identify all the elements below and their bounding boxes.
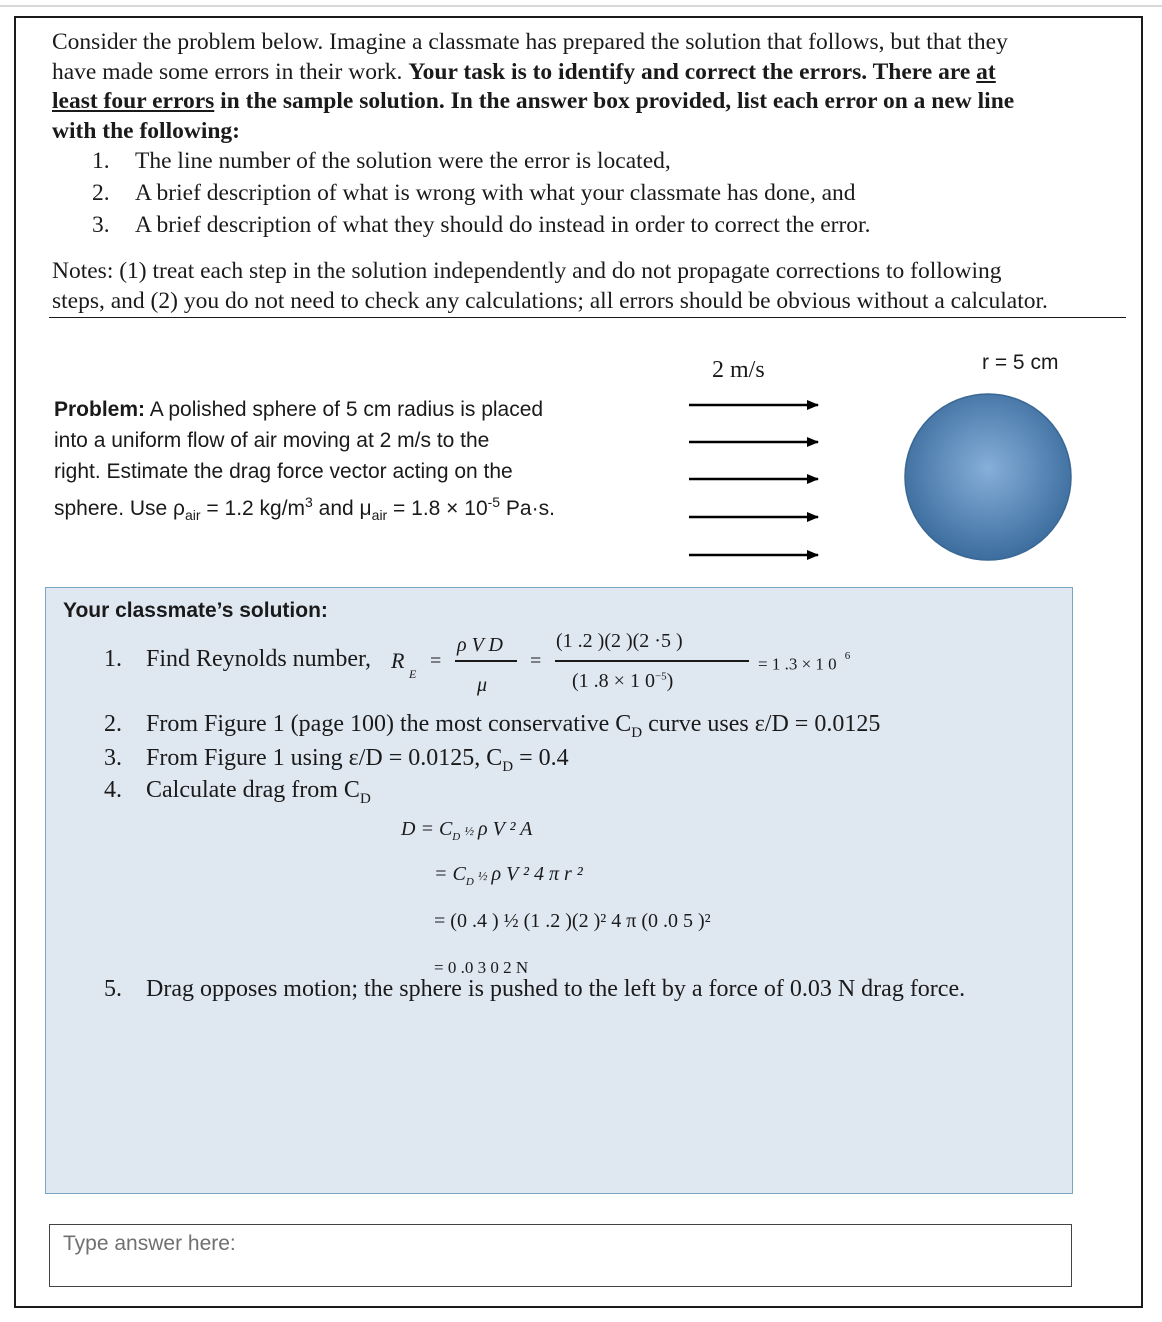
re-denominator-values: [572, 670, 673, 693]
problem-text: sphere. Use ρ: [54, 497, 186, 520]
instructions-line-1: Consider the problem below. Imagine a classmate has prepared the solution that follows, but that they: [52, 29, 1008, 55]
step-1-text: Find Reynolds number,: [146, 646, 372, 672]
notes: [52, 257, 1048, 316]
problem-text: Pa·s.: [500, 497, 555, 520]
least-four-errors: least four errors: [52, 88, 215, 114]
sphere: [902, 393, 1076, 565]
re-denominator: μ: [477, 674, 488, 696]
eq-text: ρ V ² A: [477, 818, 533, 840]
fraction-bar: [455, 660, 517, 662]
instructions-line-2: [52, 58, 1112, 88]
step-3-number: 3.: [104, 745, 122, 771]
list-text: The line number of the solution were the error is located,: [135, 148, 671, 174]
instructions-text: in the sample solution. In the answer box provided, list each error on a new line: [214, 88, 1015, 114]
problem-text: and μ: [312, 497, 372, 520]
list-number: 1.: [92, 148, 110, 174]
list-text: A brief description of what is wrong with what your classmate has done, and: [135, 180, 856, 206]
instructions-line-3: [52, 87, 1112, 117]
equals-sign: =: [530, 650, 542, 672]
drag-eq-line-2: [434, 863, 583, 888]
list-number: 3.: [92, 212, 110, 238]
solution-box: [45, 587, 1073, 1194]
fraction: ½: [477, 868, 488, 883]
step-4-number: 4.: [104, 777, 122, 803]
subscript: D: [465, 876, 474, 888]
problem-line-4: [54, 487, 555, 531]
list-number: 2.: [92, 180, 110, 206]
subscript: air: [371, 507, 388, 524]
notes-line-2: steps, and (2) you do not need to check any calculations; all errors should be obvious without a calculator.: [52, 287, 1048, 314]
re-numerator: ρ V D: [457, 634, 503, 656]
problem-line-1: [54, 394, 555, 425]
superscript: 3: [305, 494, 313, 510]
instructions-list: [92, 145, 870, 241]
step-text: Calculate drag from C: [146, 777, 360, 803]
subscript: D: [359, 790, 371, 807]
list-item: [92, 145, 870, 177]
reynolds-result: [758, 650, 851, 675]
list-text: A brief description of what they should do instead in order to correct the error.: [135, 212, 871, 238]
step-text: From Figure 1 (page 100) the most conservative C: [146, 711, 632, 737]
step-1-number: 1.: [104, 646, 122, 672]
problem-text: = 1.2 kg/m: [200, 497, 306, 520]
subscript: D: [631, 724, 643, 741]
re-numerator-values: (1 .2 )(2 )(2 ·5 ): [556, 630, 683, 652]
step-4-text: [146, 777, 371, 808]
denominator-close: ): [666, 670, 674, 692]
subscript: D: [452, 831, 461, 843]
list-item: [92, 177, 870, 209]
task-emphasis: at: [976, 58, 996, 85]
step-text: curve uses ε/D = 0.0125: [642, 711, 881, 737]
subscript: air: [185, 507, 201, 524]
step-3-text: [146, 745, 569, 776]
problem-line-3: right. Estimate the drag force vector acting on the: [54, 460, 513, 483]
result-text: = 1 .3 × 1 0: [758, 654, 837, 674]
notes-line-1: Notes: (1) treat each step in the solution independently and do not propagate corrections to following: [52, 258, 1002, 284]
eq-text: D = C: [401, 818, 453, 840]
drag-eq-line-1: [401, 818, 532, 843]
subscript: D: [502, 758, 514, 775]
reynolds-subscript: E: [409, 667, 417, 681]
answer-placeholder: Type answer here:: [63, 1232, 236, 1255]
fraction-bar: [555, 660, 749, 662]
problem-text: A polished sphere of 5 cm radius is placed: [145, 398, 544, 421]
step-2-number: 2.: [104, 711, 122, 737]
problem-text: = 1.8 × 10: [387, 497, 488, 520]
radius-label: r = 5 cm: [982, 351, 1059, 374]
eq-text: ρ V ² 4 π r ²: [491, 863, 583, 885]
denominator-text: (1 .8 × 1 0: [572, 670, 655, 692]
step-5-number: 5.: [104, 976, 122, 1002]
list-item: [92, 209, 870, 241]
problem-statement: [54, 394, 555, 531]
drag-eq-line-3: = (0 .4 ) ½ (1 .2 )(2 )² 4 π (0 .0 5 )²: [434, 910, 711, 932]
step-text: = 0.4: [513, 745, 569, 771]
problem-line-2: into a uniform flow of air moving at 2 m/s to the: [54, 429, 490, 452]
instructions-line-4: with the following:: [52, 117, 240, 144]
superscript: −5: [654, 670, 667, 683]
divider: [49, 317, 1126, 318]
solution-title: Your classmate’s solution:: [63, 599, 328, 622]
superscript: -5: [487, 494, 501, 510]
drag-eq-line-4: = 0 .0 3 0 2 N: [434, 958, 529, 977]
problem-label: Problem:: [54, 398, 146, 421]
flow-arrows: [680, 390, 830, 565]
task-statement: Your task is to identify and correct the errors. There are: [408, 58, 977, 85]
step-text: From Figure 1 using ε/D = 0.0125, C: [146, 745, 503, 771]
superscript: 6: [844, 650, 851, 662]
reynolds-symbol: R: [391, 648, 405, 673]
instructions: [52, 28, 1112, 146]
flow-speed-label: 2 m/s: [712, 357, 765, 383]
top-separator: [0, 5, 1162, 7]
step-5-text: Drag opposes motion; the sphere is pushed to the left by a force of 0.03 N drag force.: [146, 976, 966, 1002]
equals-sign: =: [430, 650, 442, 672]
eq-text: = C: [434, 863, 466, 885]
step-2-text: [146, 711, 880, 742]
instructions-text: have made some errors in their work.: [52, 58, 409, 85]
fraction: ½: [464, 823, 474, 838]
